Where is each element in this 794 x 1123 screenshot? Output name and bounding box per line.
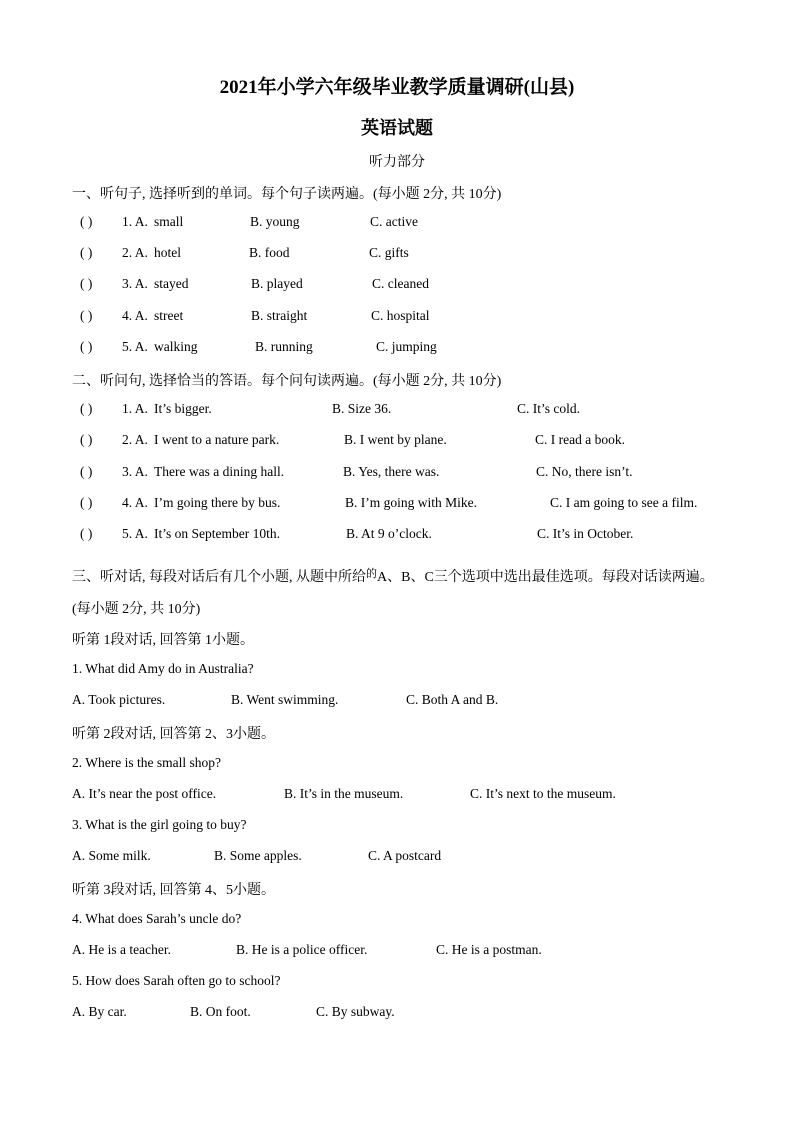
section3-heading-line2: (每小题 2分, 共 10分) (72, 602, 201, 617)
question-number: 5. A. (122, 526, 148, 541)
answer-blank: ( ) (80, 432, 93, 447)
option-a: There was a dining hall. (154, 464, 285, 479)
s3-question-1: 1. What did Amy do in Australia? (72, 661, 254, 676)
s3-question-3: 3. What is the girl going to buy? (72, 817, 247, 832)
option-c: C. gifts (369, 245, 409, 260)
answer-blank: ( ) (80, 401, 93, 416)
listening-part-label: 听力部分 (369, 155, 425, 170)
answer-blank: ( ) (80, 339, 93, 354)
option-a: I’m going there by bus. (154, 495, 281, 510)
answer-blank: ( ) (80, 464, 93, 479)
question-number: 5. A. (122, 339, 148, 354)
question-number: 1. A. (122, 214, 148, 229)
exam-subtitle: 英语试题 (361, 118, 433, 138)
option-b: B. Some apples. (214, 848, 302, 863)
question-number: 2. A. (122, 245, 148, 260)
answer-blank: ( ) (80, 308, 93, 323)
s3-question-5: 5. How does Sarah often go to school? (72, 973, 281, 988)
option-b: B. It’s in the museum. (284, 786, 404, 801)
question-number: 2. A. (122, 432, 148, 447)
option-c: C. I read a book. (535, 432, 625, 447)
section2-heading: 二、听问句, 选择恰当的答语。每个问句读两遍。(每小题 2分, 共 10分) (72, 374, 502, 389)
section3-heading-part1: 三、听对话, 每段对话后有几个小题, 从题中所给 (72, 570, 366, 585)
option-b: B. played (251, 276, 303, 291)
question-number: 4. A. (122, 495, 148, 510)
option-c: C. By subway. (316, 1004, 395, 1019)
option-b: B. running (255, 339, 313, 354)
option-a: street (154, 308, 184, 323)
option-b: B. He is a police officer. (236, 942, 368, 957)
answer-blank: ( ) (80, 214, 93, 229)
section1-heading: 一、听句子, 选择听到的单词。每个句子读两遍。(每小题 2分, 共 10分) (72, 187, 502, 202)
option-a: A. It’s near the post office. (72, 786, 217, 801)
answer-blank: ( ) (80, 526, 93, 541)
option-c: C. It’s next to the museum. (470, 786, 616, 801)
option-b: B. I went by plane. (344, 432, 447, 447)
option-a: A. Some milk. (72, 848, 151, 863)
option-b: B. straight (251, 308, 308, 323)
option-b: B. At 9 o’clock. (346, 526, 432, 541)
option-a: hotel (154, 245, 181, 260)
dialogue-1-instruction: 听第 1段对话, 回答第 1小题。 (72, 633, 254, 648)
option-a: A. Took pictures. (72, 692, 166, 707)
dialogue-2-instruction: 听第 2段对话, 回答第 2、3小题。 (72, 727, 275, 742)
option-a: walking (154, 339, 198, 354)
option-c: C. He is a postman. (436, 942, 542, 957)
option-c: C. Both A and B. (406, 692, 499, 707)
option-b: B. On foot. (190, 1004, 251, 1019)
option-b: B. young (250, 214, 300, 229)
option-b: B. I’m going with Mike. (345, 495, 477, 510)
option-c: C. It’s in October. (537, 526, 634, 541)
option-a: stayed (154, 276, 189, 291)
option-c: C. jumping (376, 339, 437, 354)
section3-heading-part2: A、B、C三个选项中选出最佳选项。每段对话读两遍。 (377, 570, 714, 585)
question-number: 3. A. (122, 464, 148, 479)
option-c: C. cleaned (372, 276, 429, 291)
option-c: C. No, there isn’t. (536, 464, 633, 479)
option-a: I went to a nature park. (154, 432, 280, 447)
s3-question-4: 4. What does Sarah’s uncle do? (72, 911, 242, 926)
section3-heading (72, 565, 714, 586)
question-number: 3. A. (122, 276, 148, 291)
answer-blank: ( ) (80, 276, 93, 291)
option-c: C. A postcard (368, 848, 442, 863)
option-a: It’s on September 10th. (154, 526, 280, 541)
exam-title: 2021年小学六年级毕业教学质量调研(山县) (219, 77, 575, 98)
option-a: A. By car. (72, 1004, 127, 1019)
option-b: B. Size 36. (332, 401, 392, 416)
option-a: It’s bigger. (154, 401, 212, 416)
s3-question-2: 2. Where is the small shop? (72, 755, 221, 770)
option-a: A. He is a teacher. (72, 942, 171, 957)
option-a: small (154, 214, 184, 229)
option-c: C. active (370, 214, 418, 229)
option-b: B. Went swimming. (231, 692, 339, 707)
answer-blank: ( ) (80, 245, 93, 260)
option-c: C. hospital (371, 308, 430, 323)
option-b: B. food (249, 245, 290, 260)
question-number: 1. A. (122, 401, 148, 416)
option-c: C. I am going to see a film. (550, 495, 698, 510)
answer-blank: ( ) (80, 495, 93, 510)
question-number: 4. A. (122, 308, 148, 323)
section3-heading-sup: 的 (366, 568, 377, 580)
option-c: C. It’s cold. (517, 401, 580, 416)
option-b: B. Yes, there was. (343, 464, 440, 479)
dialogue-3-instruction: 听第 3段对话, 回答第 4、5小题。 (72, 883, 275, 898)
